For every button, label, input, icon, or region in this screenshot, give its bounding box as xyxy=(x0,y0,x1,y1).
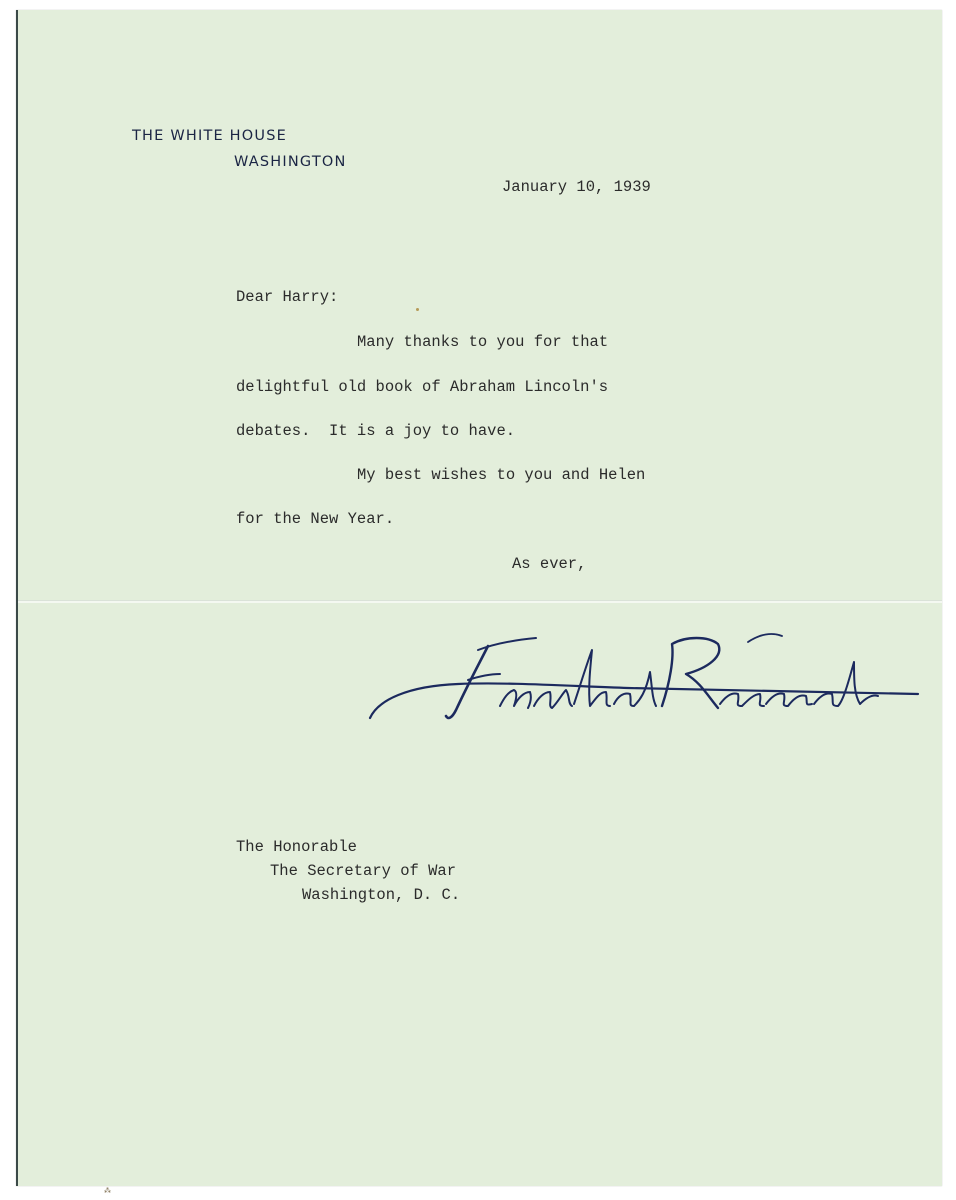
letter-date: January 10, 1939 xyxy=(502,178,651,196)
paper-speck xyxy=(416,308,419,311)
body-line: debates. It is a joy to have. xyxy=(236,422,516,440)
address-line: The Secretary of War xyxy=(270,862,457,880)
scan-artifact: ⁂ xyxy=(104,1187,111,1195)
fold-crease xyxy=(18,600,942,603)
letter-page xyxy=(16,10,942,1186)
body-line: Many thanks to you for that xyxy=(357,333,609,351)
closing: As ever, xyxy=(512,555,587,573)
body-line: for the New Year. xyxy=(236,510,395,528)
address-line: The Honorable xyxy=(236,838,357,856)
letterhead-city: WASHINGTON xyxy=(234,154,347,170)
signature-drawing xyxy=(368,622,928,732)
signature xyxy=(368,622,928,737)
salutation: Dear Harry: xyxy=(236,288,339,306)
body-line: delightful old book of Abraham Lincoln's xyxy=(236,378,609,396)
body-line: My best wishes to you and Helen xyxy=(357,466,646,484)
address-line: Washington, D. C. xyxy=(302,886,461,904)
letterhead-title: THE WHITE HOUSE xyxy=(132,128,287,144)
